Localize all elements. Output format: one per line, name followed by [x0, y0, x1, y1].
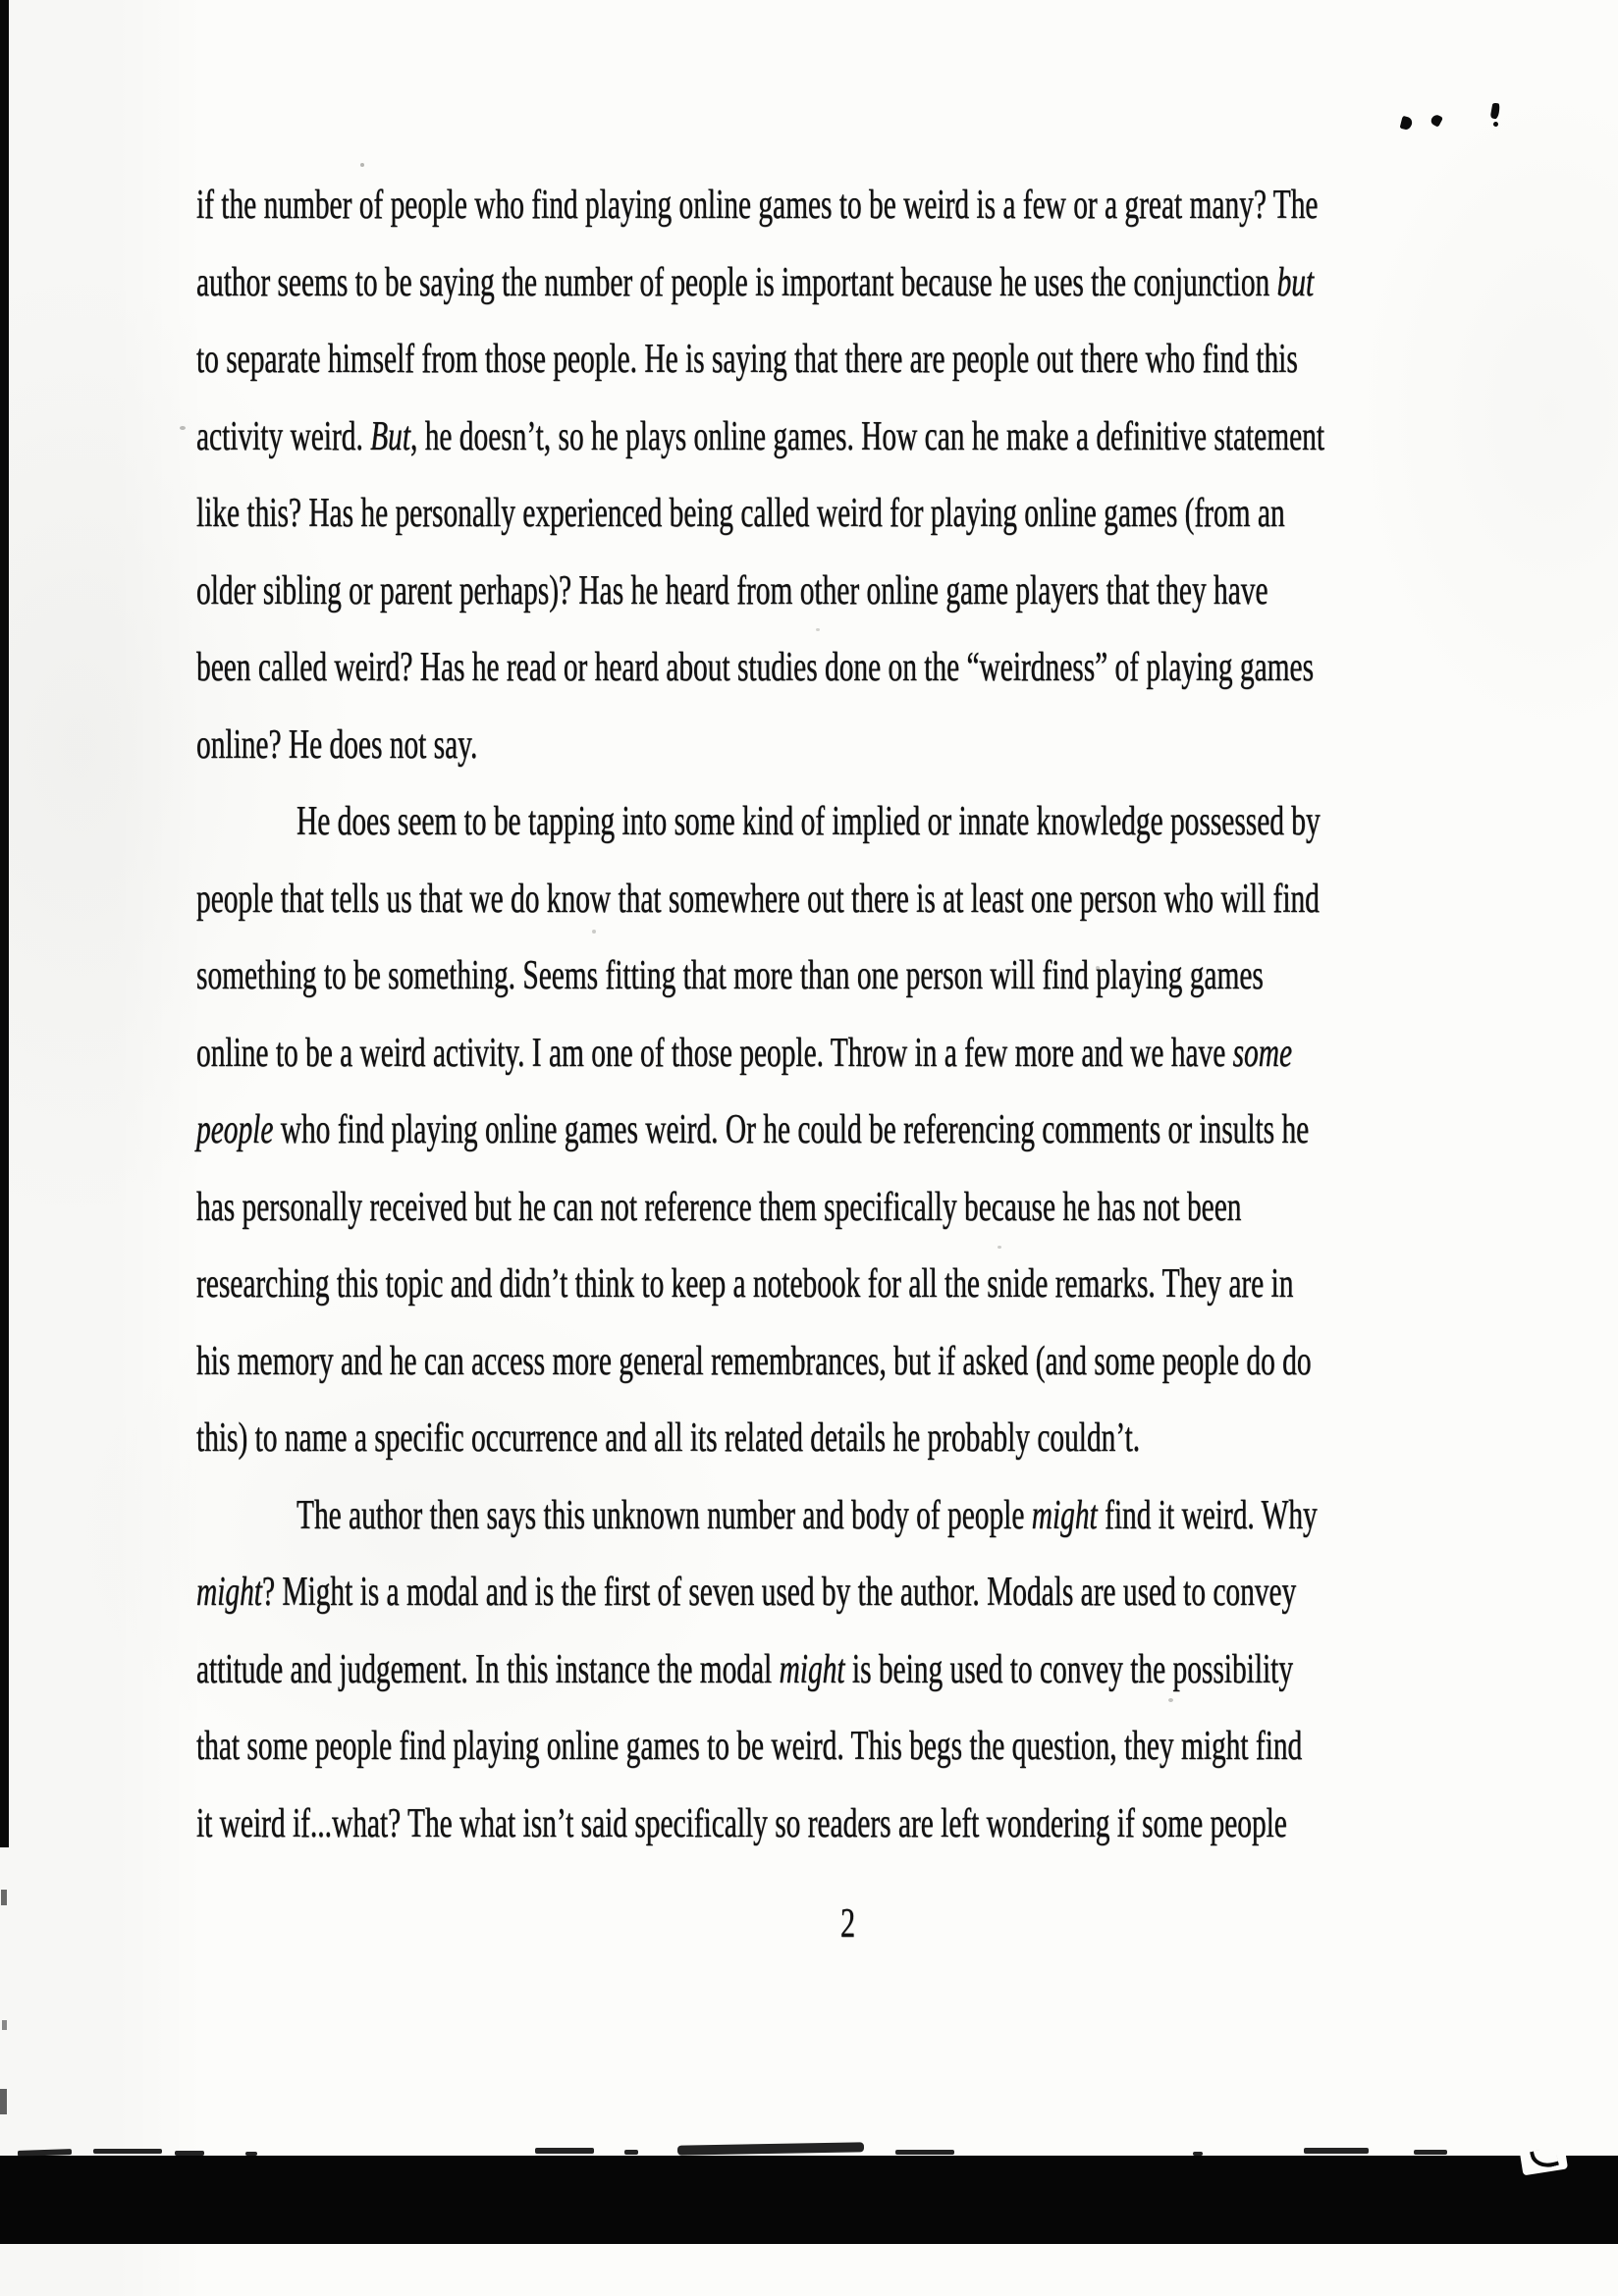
text-line-content: if the number of people who find playing online games to be weird is a few or a great many? The — [196, 183, 1319, 228]
ink-speck — [1400, 116, 1414, 131]
scan-dot — [1096, 966, 1100, 970]
scan-dot — [360, 163, 364, 167]
text-line — [196, 937, 1532, 1015]
scan-edge-speck — [0, 2089, 7, 2114]
scan-edge-speck — [2, 2020, 7, 2030]
text-line — [196, 783, 1532, 861]
text-line-content: to separate himself from those people. He is saying that there are people out there who find this — [196, 337, 1298, 382]
text-line-content: He does seem to be tapping into some kind of implied or innate knowledge possessed by — [297, 799, 1321, 844]
text-line-content: that some people find playing online games to be weird. This begs the question, they might find — [196, 1724, 1303, 1769]
text-line-content: might? Might is a modal and is the first of seven used by the author. Modals are used to convey — [196, 1570, 1297, 1615]
page-number-value: 2 — [839, 1901, 855, 1947]
scan-band-dash — [677, 2142, 864, 2155]
text-line-content: his memory and he can access more general remembrances, but if asked (and some people do do — [196, 1338, 1312, 1384]
essay-text — [196, 167, 1532, 1862]
scan-edge-left — [0, 0, 9, 1847]
ink-speck — [1490, 102, 1501, 119]
text-line — [196, 1323, 1532, 1401]
text-line-content: online to be a weird activity. I am one of those people. Throw in a few more and we have some — [196, 1030, 1293, 1076]
scan-dot — [592, 930, 596, 934]
text-line — [196, 1631, 1532, 1709]
scan-dot — [816, 628, 820, 631]
text-line — [196, 399, 1532, 476]
scan-band-dash — [93, 2149, 162, 2154]
scan-dot — [1168, 1698, 1173, 1702]
text-line-content: been called weird? Has he read or heard about studies done on the “weirdness” of playing games — [196, 645, 1315, 690]
text-line-content: something to be something. Seems fitting that more than one person will find playing games — [196, 953, 1264, 998]
text-line-content: The author then says this unknown number and body of people might find it weird. Why — [297, 1492, 1318, 1538]
text-line — [196, 629, 1532, 707]
text-line — [196, 475, 1532, 553]
text-line-content: this) to name a specific occurrence and all its related details he probably couldn’t. — [196, 1415, 1141, 1461]
text-line-content: like this? Has he personally experienced being called weird for playing online games (from an — [196, 491, 1285, 536]
text-line — [196, 244, 1532, 322]
text-line-content: author seems to be saying the number of people is important because he uses the conjunction but — [196, 259, 1315, 305]
text-line-content: online? He does not say. — [196, 721, 478, 768]
scan-band-bottom — [0, 2156, 1618, 2244]
scan-band-dash — [175, 2151, 204, 2156]
text-line-content: has personally received but he can not reference them specifically because he has not been — [196, 1184, 1242, 1230]
scan-band-dash — [535, 2148, 594, 2154]
text-line — [196, 1400, 1532, 1477]
text-line — [196, 1015, 1532, 1093]
text-line — [196, 1554, 1532, 1631]
scan-dot — [998, 1246, 1001, 1249]
scan-edge-speck — [1, 1890, 7, 1905]
text-line-content: researching this topic and didn’t think to keep a notebook for all the snide remarks. They are in — [196, 1261, 1294, 1307]
ink-speck — [1493, 122, 1498, 127]
ink-speck — [1429, 113, 1443, 127]
text-line-content: attitude and judgement. In this instance the modal might is being used to convey the possibility — [196, 1646, 1294, 1692]
scan-band-dash — [624, 2150, 638, 2155]
text-line — [196, 321, 1532, 399]
text-line — [196, 553, 1532, 630]
text-line-content: older sibling or parent perhaps)? Has he heard from other online game players that they have — [196, 567, 1268, 614]
scan-band-dash — [1304, 2148, 1369, 2154]
text-line-content: it weird if...what? The what isn’t said specifically so readers are left wondering if some people — [196, 1800, 1287, 1846]
scan-band-dash — [895, 2150, 954, 2155]
scan-dot — [180, 426, 186, 430]
text-line — [196, 167, 1532, 244]
text-line — [196, 1708, 1532, 1786]
scan-band-dash — [245, 2152, 257, 2156]
text-line — [196, 1169, 1532, 1247]
text-line — [196, 1092, 1532, 1169]
page-number — [196, 1900, 1498, 1948]
text-line — [196, 861, 1532, 938]
text-line-content: activity weird. But, he doesn’t, so he plays online games. How can he make a definitive statement — [196, 413, 1325, 459]
text-line — [196, 707, 1532, 784]
text-line-content: people that tells us that we do know that somewhere out there is at least one person who will find — [196, 876, 1320, 922]
text-line — [196, 1246, 1532, 1323]
text-line — [196, 1477, 1532, 1555]
text-line-content: people who find playing online games weird. Or he could be referencing comments or insults he — [196, 1107, 1310, 1152]
scan-band-dash — [1414, 2150, 1447, 2155]
text-line — [196, 1786, 1532, 1863]
scan-band-dash — [1193, 2152, 1203, 2156]
